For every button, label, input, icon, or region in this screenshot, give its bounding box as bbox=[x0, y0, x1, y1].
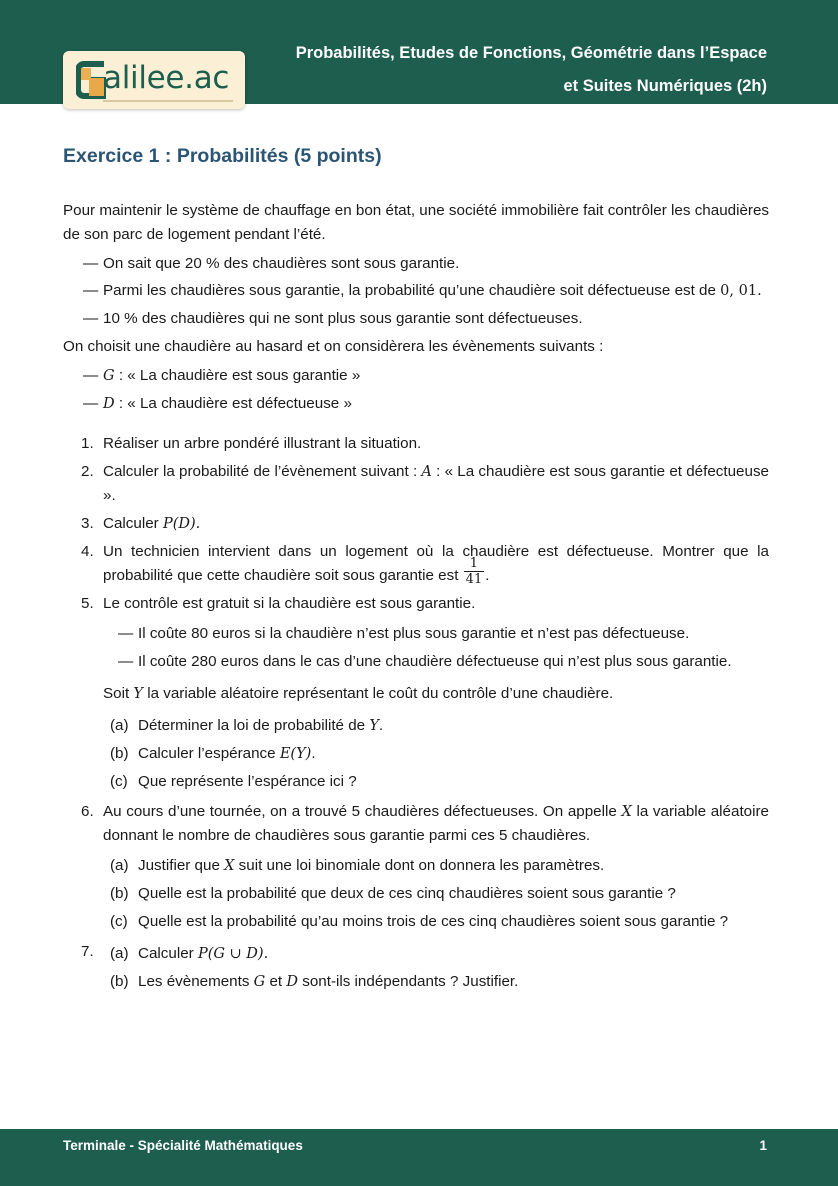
event-symbol: G bbox=[103, 368, 115, 384]
header-title-line1: Probabilités, Etudes de Fonctions, Géométrie dans l’Espace bbox=[295, 44, 767, 62]
question-5: 5. Le contrôle est gratuit si la chaudière est sous garantie. — Il coûte 80 euros si la chaudière n’est plus sous garantie et n’est pas défectueuse. — Il coûte 280 euros dans le cas d’une chaudière défectueuse qui n’est plus sous garantie. Soit Y la variable aléatoire représentant le coût du contrôle d’une chaudière. (a) Déterminer la loi de probabilité de Y. (b) Calculer l’espérance E(Y). (c) Que représente l’espérance ici ? bbox=[63, 592, 769, 796]
page-header bbox=[0, 0, 838, 104]
fact-item: — On sait que 20 % des chaudières sont sous garantie. bbox=[63, 250, 769, 277]
subquestion-a: (a) Justifier que X suit une loi binomiale dont on donnera les paramètres. bbox=[110, 857, 605, 874]
question-6: 6. Au cours d’une tournée, on a trouvé 5 chaudières défectueuses. On appelle X la variable aléatoire donnant le nombre de chaudières sous garantie parmi ces 5 chaudières. (a) Justifier que X suit une loi binomiale dont on donnera les paramètres. (b) Quelle est la probabilité que deux de ces cinq chaudières soient sous garantie ? (c) Quelle est la probabilité qu’au moins trois de ces cinq chaudières soient sous garantie ? bbox=[63, 800, 769, 936]
question-number: 6. bbox=[81, 803, 94, 820]
math-value: 0, 01. bbox=[720, 283, 762, 299]
events-list bbox=[63, 362, 769, 418]
questions-list bbox=[63, 432, 769, 996]
logo-underline bbox=[103, 100, 233, 102]
galilee-logo[interactable] bbox=[63, 51, 245, 109]
fact-item: — Parmi les chaudières sous garantie, la probabilité qu’une chaudière soit défectueuse est de 0, 01. bbox=[63, 277, 769, 305]
question-number: 3. bbox=[81, 515, 94, 532]
cost-list bbox=[103, 620, 769, 676]
subquestion-c: (c) Quelle est la probabilité qu’au moins trois de ces cinq chaudières soient sous garantie ? bbox=[110, 913, 729, 930]
event-item: — D : « La chaudière est défectueuse » bbox=[63, 390, 769, 418]
question-2: 2. Calculer la probabilité de l’évènement suivant : A : « La chaudière est sous garantie et défectueuse ». bbox=[63, 460, 769, 508]
question-4: 4. Un technicien intervient dans un logement où la chaudière est défectueuse. Montrer que la probabilité que cette chaudière soit sous garantie est $\frac{1}{41}$ . bbox=[63, 540, 769, 588]
subquestions bbox=[103, 852, 769, 936]
logo-text: alilee.ac bbox=[103, 60, 230, 96]
fraction: $\frac{1}{41}$ bbox=[465, 556, 483, 588]
choose-paragraph: On choisit une chaudière au hasard et on considèrera les évènements suivants : bbox=[63, 338, 604, 355]
subquestion-b: (b) Calculer l’espérance E(Y). bbox=[110, 745, 316, 762]
page-footer bbox=[0, 1129, 838, 1186]
question-number: 7. bbox=[81, 943, 94, 960]
facts-list bbox=[63, 250, 769, 332]
cost-item: — Il coûte 280 euros dans le cas d’une chaudière défectueuse qui n’est plus sous garantie. bbox=[103, 648, 769, 676]
exercise-title: Exercice 1 : Probabilités (5 points) bbox=[63, 145, 382, 167]
event-symbol: D bbox=[103, 396, 115, 412]
galilee-logo-icon bbox=[76, 60, 106, 100]
question-number: 2. bbox=[81, 463, 94, 480]
header-title-line2: et Suites Numériques (2h) bbox=[563, 77, 767, 95]
event-item: — G : « La chaudière est sous garantie » bbox=[63, 362, 769, 390]
subquestion-b: (b) Quelle est la probabilité que deux de ces cinq chaudières soient sous garantie ? bbox=[110, 885, 676, 902]
fact-item: — 10 % des chaudières qui ne sont plus sous garantie sont défectueuses. bbox=[63, 305, 769, 332]
page-number: 1 bbox=[759, 1138, 767, 1153]
subquestions bbox=[103, 712, 769, 796]
question-number: 1. bbox=[81, 435, 94, 452]
intro-paragraph: Pour maintenir le système de chauffage en bon état, une société immobilière fait contrôler les chaudières de son parc de logement pendant l’été. bbox=[63, 202, 769, 243]
question-1: 1. Réaliser un arbre pondéré illustrant la situation. bbox=[63, 432, 769, 456]
question-3: 3. Calculer P(D). bbox=[63, 512, 769, 536]
variable-definition: Soit Y la variable aléatoire représentant le coût du contrôle d’une chaudière. bbox=[103, 685, 614, 702]
cost-item: — Il coûte 80 euros si la chaudière n’est plus sous garantie et n’est pas défectueuse. bbox=[103, 620, 769, 648]
footer-level: Terminale - Spécialité Mathématiques bbox=[63, 1138, 303, 1153]
question-number: 5. bbox=[81, 595, 94, 612]
question-7 bbox=[63, 940, 769, 996]
subquestion-a: (a) Calculer P(G ∪ D). bbox=[110, 945, 269, 962]
subquestion-b: (b) Les évènements G et D sont-ils indépendants ? Justifier. bbox=[110, 973, 519, 990]
subquestion-c: (c) Que représente l’espérance ici ? bbox=[110, 773, 357, 790]
question-number: 4. bbox=[81, 543, 94, 560]
exercise-content bbox=[63, 199, 769, 1000]
subquestion-a: (a) Déterminer la loi de probabilité de Y. bbox=[110, 717, 384, 734]
subquestions bbox=[103, 940, 769, 996]
